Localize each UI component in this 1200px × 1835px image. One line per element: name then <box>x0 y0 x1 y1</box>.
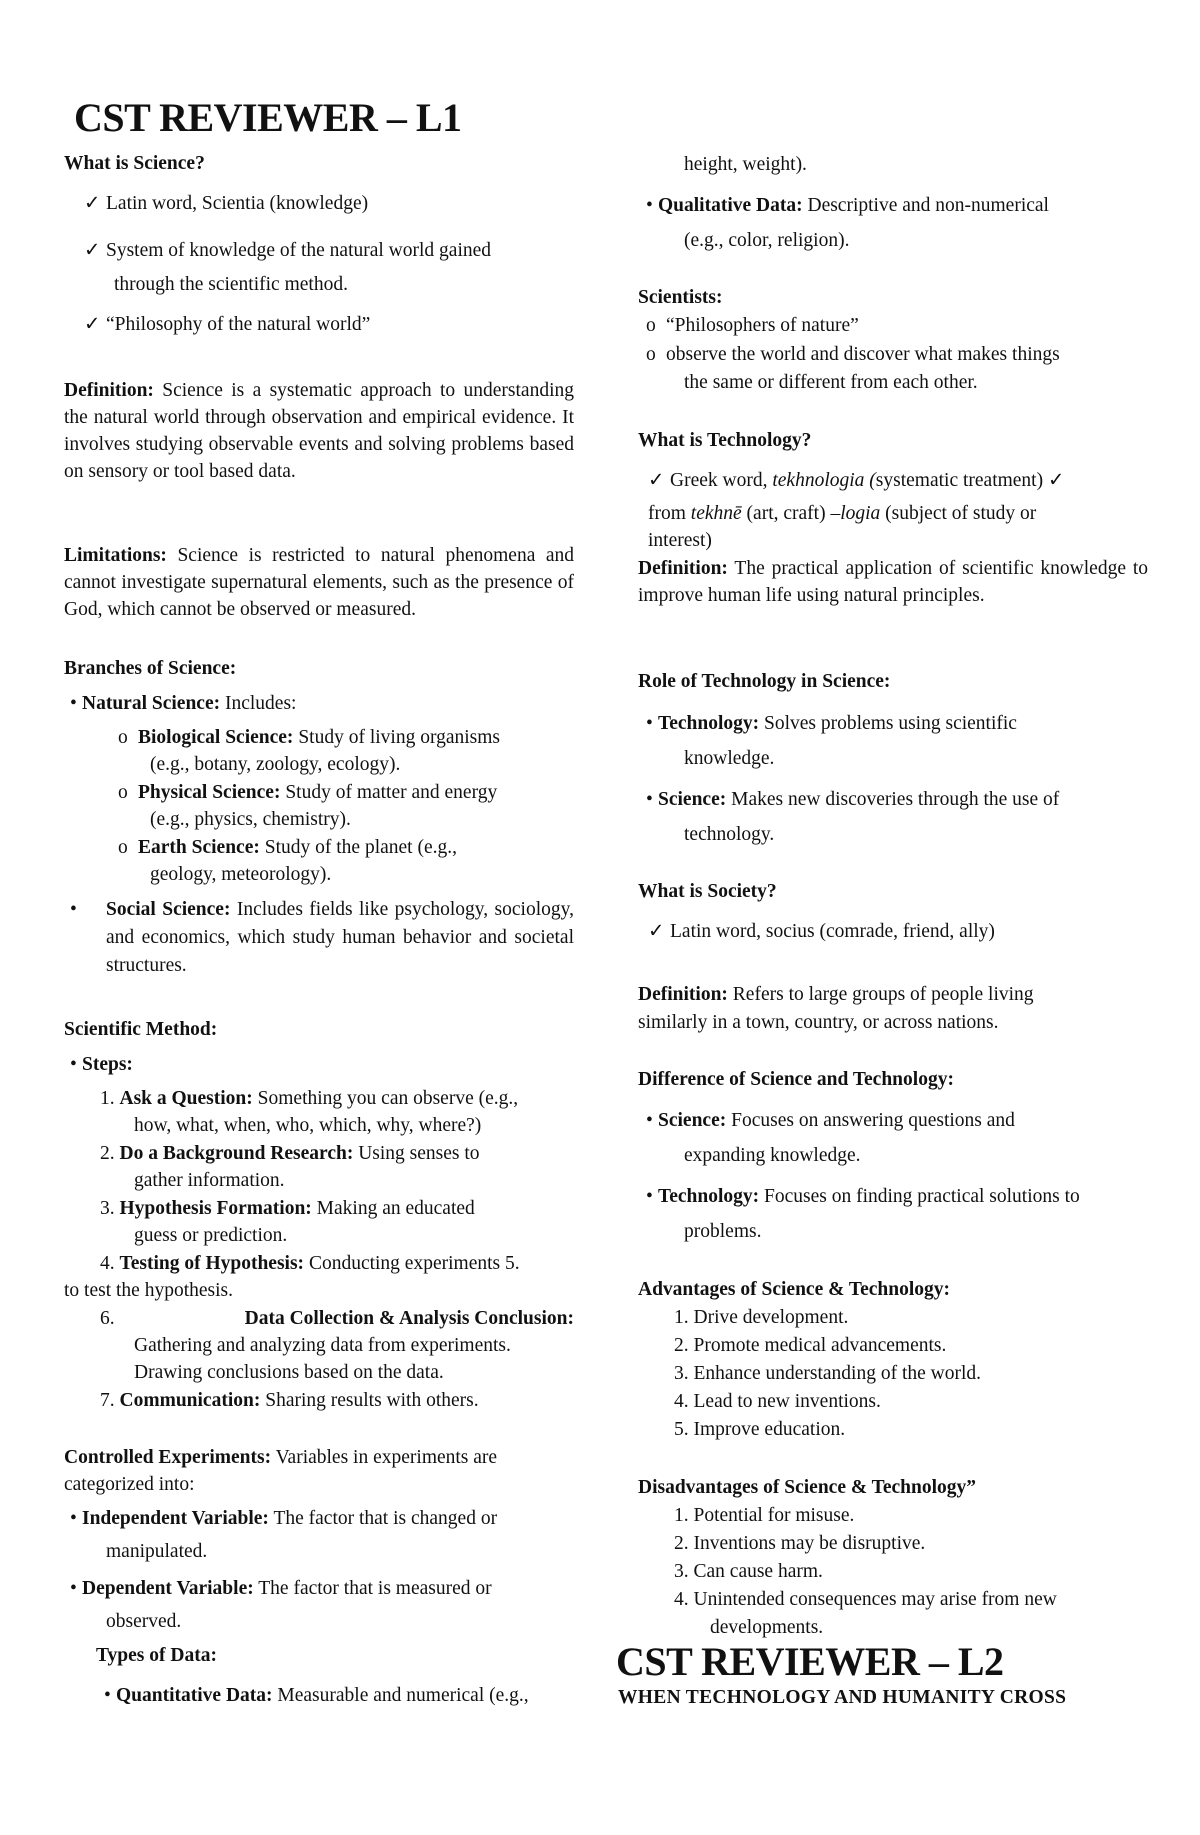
step-7: 7. Communication: Sharing results with others. <box>100 1390 479 1411</box>
difference-science-cont: expanding knowledge. <box>684 1145 861 1166</box>
controlled-experiments: Controlled Experiments: Variables in experiments are <box>64 1447 498 1468</box>
bullet-icon: • <box>646 1186 653 1207</box>
disadvantage-item-1: 1. Potential for misuse. <box>674 1505 855 1526</box>
circle-bullet-icon: o <box>118 837 128 858</box>
advantage-item-4: 4. Lead to new inventions. <box>674 1391 881 1412</box>
quantitative-data-cont: height, weight). <box>684 154 807 175</box>
independent-variable-item: • Independent Variable: The factor that is changed or <box>70 1505 497 1532</box>
role-science-item: • Science: Makes new discoveries through the use of <box>646 786 1059 813</box>
step-6-cont: Gathering and analyzing data from experiments. <box>134 1335 511 1356</box>
bullet-icon: • <box>70 1054 77 1075</box>
page-title-l1: CST REVIEWER – L1 <box>74 95 462 140</box>
bullet-icon: • <box>646 713 653 734</box>
page-title-l2: CST REVIEWER – L2 <box>616 1639 1004 1684</box>
biological-science-cont: (e.g., botany, zoology, ecology). <box>150 754 401 775</box>
step-2: 2. Do a Background Research: Using senses to <box>100 1143 480 1164</box>
society-definition-cont: similarly in a town, country, or across nations. <box>638 1012 999 1033</box>
natural-science-item: • Natural Science: Includes: <box>70 690 296 717</box>
physical-science-item: o Physical Science: Study of matter and energy <box>118 779 497 806</box>
technology-greek-line: ✓ Greek word, tekhnologia (systematic treatment) ✓ <box>648 467 1064 494</box>
bullet-icon: • <box>70 1578 77 1599</box>
science-definition: Definition: Science is a systematic approach to understanding the natural world through observation and empirical evidence. It involves studying observable events and solving problems based on sensory or tool based data. <box>64 380 574 482</box>
science-item-2-cont: through the scientific method. <box>114 274 348 295</box>
circle-bullet-icon: o <box>118 727 128 748</box>
step-6-cont-2: Drawing conclusions based on the data. <box>134 1362 444 1383</box>
circle-bullet-icon: o <box>646 344 656 365</box>
branches-heading: Branches of Science: <box>64 658 237 679</box>
biological-science-item: o Biological Science: Study of living organisms <box>118 724 500 751</box>
what-is-society-heading: What is Society? <box>638 881 777 902</box>
step-6: 6. Data Collection & Analysis Conclusion: <box>100 1308 574 1329</box>
bullet-icon: • <box>70 693 77 714</box>
scientists-item-2: o observe the world and discover what makes things <box>646 341 1060 368</box>
society-definition: Definition: Refers to large groups of people living <box>638 984 1034 1005</box>
check-icon: ✓ <box>84 314 101 335</box>
step-4-cont: to test the hypothesis. <box>64 1280 233 1301</box>
disadvantages-heading: Disadvantages of Science & Technology” <box>638 1477 977 1498</box>
disadvantage-item-4-cont: developments. <box>710 1617 824 1638</box>
quantitative-data-item: • Quantitative Data: Measurable and numerical (e.g., <box>104 1682 529 1709</box>
disadvantage-item-2: 2. Inventions may be disruptive. <box>674 1533 926 1554</box>
role-technology-cont: knowledge. <box>684 748 775 769</box>
scientists-item-1: o “Philosophers of nature” <box>646 312 859 339</box>
types-of-data-heading: Types of Data: <box>96 1645 217 1666</box>
technology-from-line-cont: interest) <box>648 530 712 551</box>
circle-bullet-icon: o <box>118 782 128 803</box>
check-icon: ✓ <box>84 240 101 261</box>
role-technology-item: • Technology: Solves problems using scientific <box>646 710 1017 737</box>
dependent-variable-item: • Dependent Variable: The factor that is measured or <box>70 1575 492 1602</box>
step-3: 3. Hypothesis Formation: Making an educated <box>100 1198 475 1219</box>
step-2-cont: gather information. <box>134 1170 285 1191</box>
difference-heading: Difference of Science and Technology: <box>638 1069 954 1090</box>
social-science-bullet: • <box>70 899 77 920</box>
bullet-icon: • <box>104 1685 111 1706</box>
qualitative-data-item: • Qualitative Data: Descriptive and non-numerical <box>646 192 1049 219</box>
controlled-experiments-cont: categorized into: <box>64 1474 195 1495</box>
bullet-icon: • <box>646 195 653 216</box>
science-item-1: ✓ Latin word, Scientia (knowledge) <box>84 190 368 217</box>
bullet-icon: • <box>646 789 653 810</box>
difference-technology-cont: problems. <box>684 1221 762 1242</box>
social-science-item: Social Science: Includes fields like psychology, sociology, and economics, which study human behavior and societal structures. <box>106 899 574 976</box>
physical-science-cont: (e.g., physics, chemistry). <box>150 809 351 830</box>
science-item-3: ✓ “Philosophy of the natural world” <box>84 311 370 338</box>
dependent-variable-cont: observed. <box>106 1611 182 1632</box>
advantage-item-2: 2. Promote medical advancements. <box>674 1335 947 1356</box>
step-4: 4. Testing of Hypothesis: Conducting experiments 5. <box>100 1253 520 1274</box>
step-1: 1. Ask a Question: Something you can observe (e.g., <box>100 1088 519 1109</box>
page-subtitle-l2: WHEN TECHNOLOGY AND HUMANITY CROSS <box>618 1687 1067 1708</box>
science-limitations: Limitations: Science is restricted to natural phenomena and cannot investigate supernatural elements, such as the presence of God, which cannot be observed or measured. <box>64 545 575 620</box>
check-icon: ✓ <box>648 470 665 491</box>
steps-item: • Steps: <box>70 1051 133 1078</box>
society-item: ✓ Latin word, socius (comrade, friend, ally) <box>648 918 995 945</box>
step-3-cont: guess or prediction. <box>134 1225 288 1246</box>
qualitative-data-cont: (e.g., color, religion). <box>684 230 850 251</box>
advantage-item-5: 5. Improve education. <box>674 1419 846 1440</box>
what-is-technology-heading: What is Technology? <box>638 430 812 451</box>
what-is-science-heading: What is Science? <box>64 153 205 174</box>
advantages-heading: Advantages of Science & Technology: <box>638 1279 950 1300</box>
science-item-2: ✓ System of knowledge of the natural world gained <box>84 237 491 264</box>
earth-science-item: o Earth Science: Study of the planet (e.g., <box>118 834 457 861</box>
scientists-item-2-cont: the same or different from each other. <box>684 372 978 393</box>
independent-variable-cont: manipulated. <box>106 1541 208 1562</box>
disadvantage-item-4: 4. Unintended consequences may arise from new <box>674 1589 1057 1610</box>
disadvantage-item-3: 3. Can cause harm. <box>674 1561 823 1582</box>
technology-from-line: from tekhnē (art, craft) –logia (subject of study or <box>648 503 1037 524</box>
role-science-cont: technology. <box>684 824 775 845</box>
bullet-icon: • <box>646 1110 653 1131</box>
difference-science-item: • Science: Focuses on answering questions and <box>646 1107 1015 1134</box>
bullet-icon: • <box>70 1508 77 1529</box>
technology-definition: Definition: The practical application of scientific knowledge to improve human life using natural principles. <box>638 558 1148 606</box>
check-icon: ✓ <box>84 193 101 214</box>
scientific-method-heading: Scientific Method: <box>64 1019 218 1040</box>
role-of-technology-heading: Role of Technology in Science: <box>638 671 891 692</box>
check-icon: ✓ <box>648 921 665 942</box>
scientists-heading: Scientists: <box>638 287 723 308</box>
advantage-item-3: 3. Enhance understanding of the world. <box>674 1363 982 1384</box>
circle-bullet-icon: o <box>646 315 656 336</box>
earth-science-cont: geology, meteorology). <box>150 864 332 885</box>
advantage-item-1: 1. Drive development. <box>674 1307 849 1328</box>
difference-technology-item: • Technology: Focuses on finding practical solutions to <box>646 1183 1080 1210</box>
step-1-cont: how, what, when, who, which, why, where?) <box>134 1115 482 1136</box>
